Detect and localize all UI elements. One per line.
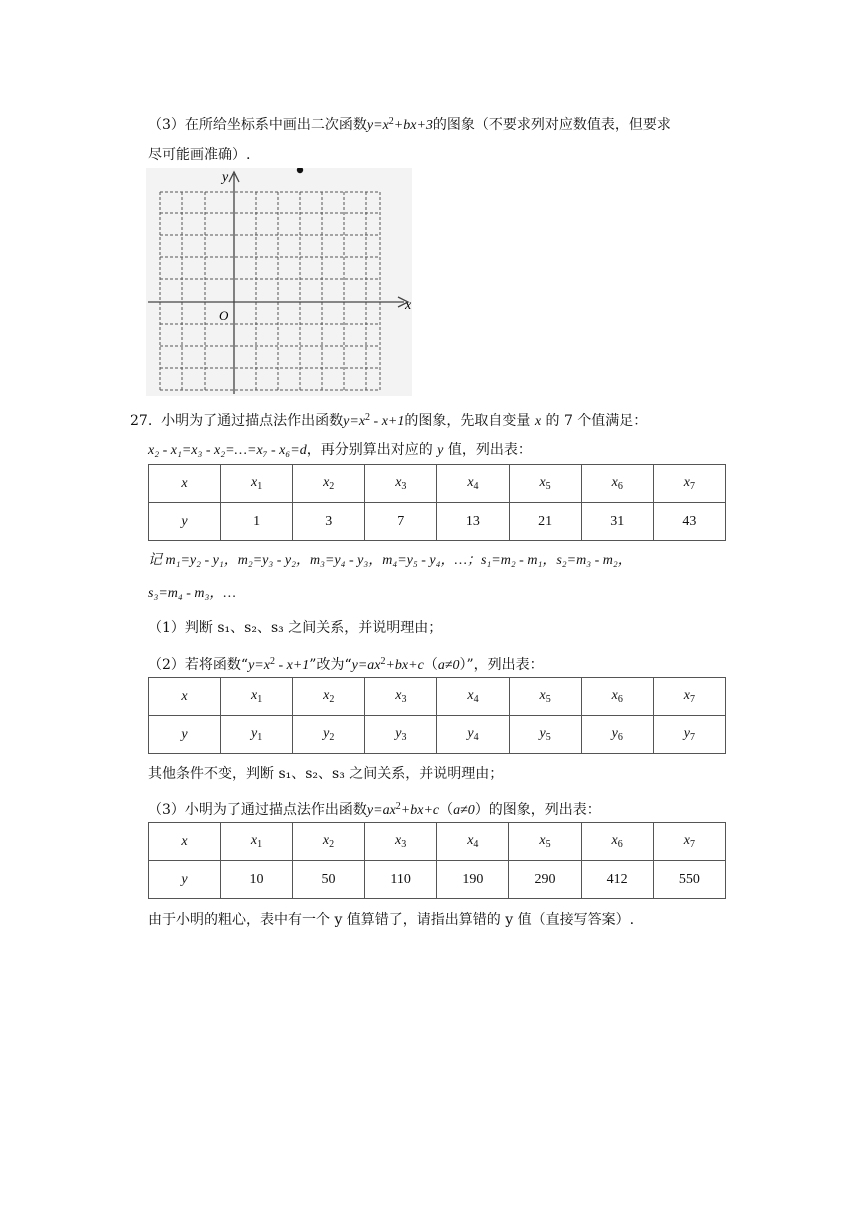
table-cell: $x_6$	[581, 678, 653, 716]
q26-part3-line1: （3）在所给坐标系中画出二次函数$y=x^2+bx+3$的图象（不要求列对应数值表，但要求	[148, 116, 671, 133]
table-cell: 3	[293, 503, 365, 541]
q27-part2-tail: 其他条件不变，判断 s₁、s₂、s₃ 之间关系，并说明理由；	[148, 766, 504, 782]
table-cell: 7	[365, 503, 437, 541]
table-row-x	[149, 465, 726, 503]
table-cell: x	[149, 465, 221, 503]
table-row-x	[149, 823, 726, 861]
table-cell: 21	[509, 503, 581, 541]
q27-condition: x₂ - x₁=x₃ - x₂=…=x₇ - x₆=d，再分别算出对应的 y 值，列出表：	[148, 442, 532, 458]
table-cell: $x_2$	[293, 678, 365, 716]
table-cell: $x_6$	[581, 823, 653, 861]
table-cell: $x_7$	[653, 465, 725, 503]
table-cell: 10	[220, 861, 292, 899]
table-cell: x	[149, 823, 221, 861]
table-cell: $x_5$	[509, 823, 581, 861]
table-cell: 43	[653, 503, 725, 541]
value-table-3	[148, 822, 726, 899]
table-cell: $x_2$	[293, 465, 365, 503]
table-cell: $x_3$	[365, 465, 437, 503]
table-cell: $x_3$	[365, 823, 437, 861]
grid-svg	[146, 168, 412, 396]
y-axis-label: y	[222, 170, 229, 185]
table-cell: 190	[437, 861, 509, 899]
table-cell: $x_7$	[653, 678, 725, 716]
table-cell: 110	[365, 861, 437, 899]
table-row-y	[149, 503, 726, 541]
table-cell: 50	[293, 861, 365, 899]
table-cell: $x_5$	[509, 678, 581, 716]
origin-label: O	[219, 308, 229, 323]
table-cell: y	[149, 503, 221, 541]
table-cell: $y_5$	[509, 716, 581, 754]
table-cell: $y_2$	[293, 716, 365, 754]
table-cell: 1	[221, 503, 293, 541]
table-cell: $y_6$	[581, 716, 653, 754]
table-cell: $x_4$	[437, 678, 509, 716]
table-cell: $x_5$	[509, 465, 581, 503]
q27-part1: （1）判断 s₁、s₂、s₃ 之间关系，并说明理由；	[148, 620, 443, 636]
table-cell: 412	[581, 861, 653, 899]
table-cell: $x_3$	[365, 678, 437, 716]
table-row-y	[149, 716, 726, 754]
table-cell: 31	[581, 503, 653, 541]
q27-part3: （3）小明为了通过描点法作出函数$y=ax^2+bx+c(a\ne 0)$的图象，列出表：	[148, 801, 601, 818]
table-cell: x	[149, 678, 221, 716]
table-cell: $x_1$	[220, 823, 292, 861]
value-table-2	[148, 677, 726, 754]
q27-definition-line2: s₃=m₄ - m₃，…	[148, 586, 236, 601]
q27-definition-line1: 记 m₁=y₂ - y₁，m₂=y₃ - y₂，m₃=y₄ - y₃，m₄=y₅ - y₄，…；s₁=m₂ - m₁，s₂=m₃ - m₂，	[148, 553, 632, 568]
table-cell: $y_3$	[365, 716, 437, 754]
table-cell: $y_4$	[437, 716, 509, 754]
table-cell: 290	[509, 861, 581, 899]
grid-background	[146, 168, 412, 396]
x-axis-label: x	[405, 298, 412, 313]
table-cell: $x_7$	[653, 823, 725, 861]
table-cell: $y_1$	[221, 716, 293, 754]
table-cell: y	[149, 861, 221, 899]
q27-part2: （2）若将函数“$y=x^2 - x+1$”改为“$y=ax^2+bx+c(a\ne 0)$”，列出表：	[148, 656, 544, 673]
table-row-y	[149, 861, 726, 899]
table-cell: 550	[653, 861, 725, 899]
table-row-x	[149, 678, 726, 716]
q26-part3-line2: 尽可能画准确）.	[148, 147, 251, 163]
value-table-1	[148, 464, 726, 541]
q27-part3-tail: 由于小明的粗心，表中有一个 y 值算错了，请指出算错的 y 值（直接写答案）.	[148, 912, 635, 928]
coordinate-grid	[146, 168, 412, 396]
table-cell: 13	[437, 503, 509, 541]
table-cell: y	[149, 716, 221, 754]
table-cell: $x_6$	[581, 465, 653, 503]
table-cell: $y_7$	[653, 716, 725, 754]
table-cell: $x_2$	[293, 823, 365, 861]
table-cell: $x_4$	[437, 823, 509, 861]
table-cell: $x_4$	[437, 465, 509, 503]
table-cell: $x_1$	[221, 465, 293, 503]
table-cell: $x_1$	[221, 678, 293, 716]
q27-intro: 27. 小明为了通过描点法作出函数$y=x^2 - x+1$的图象，先取自变量 x 的 7 个值满足：	[130, 412, 648, 429]
